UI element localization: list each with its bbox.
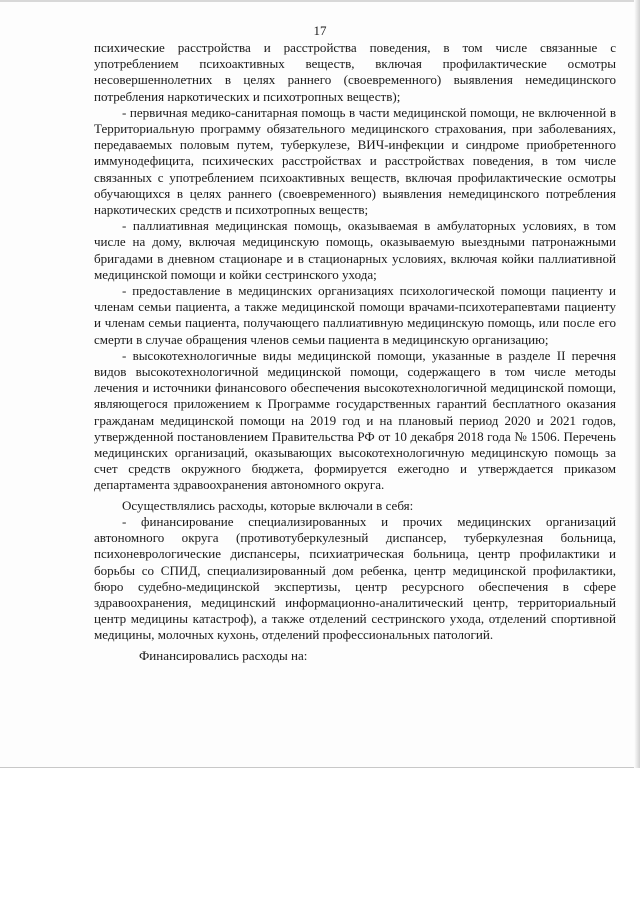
- paragraph-high-tech-care: - высокотехнологичные виды медицинской помощи, указанные в разделе II перечня видов высокотехнологичной медицинской помощи, содержащего в том числе методы лечения и источники финансового обеспечения высокотехнологичной медицинской помощи, являющегося приложением к Программе государственных гарантий бесплатного оказания гражданам медицинской помощи на 2019 год и на плановый период 2020 и 2021 годов, утвержденной постановлением Правительства РФ от 10 декабря 2018 года № 1506. Перечень медицинских организаций, оказывающих высокотехнологичную медицинскую помощь за счет средств окружного бюджета, формируется ежегодно и утверждается приказом департамента здравоохранения автономного округа.: [94, 347, 616, 493]
- paragraph-palliative-care: - паллиативная медицинская помощь, оказываемая в амбулаторных условиях, в том числе на дому, включая медицинскую помощь, оказываемую выездными патронажными бригадами в дневном стационаре и в стационарных условиях, включая койки паллиативной медицинской помощи и койки сестринского ухода;: [94, 218, 616, 282]
- paragraph-financed-expenses: Финансировались расходы на:: [139, 647, 308, 663]
- scan-top-edge: [0, 0, 640, 2]
- paragraph-psychological-help: - предоставление в медицинских организациях психологической помощи пациенту и членам семьи пациента, а также медицинской помощи врачами-психотерапевтами пациенту и членам семьи пациента, получающего паллиативную медицинскую помощь, или после его смерти в случае обращения членов семьи пациента в медицинскую организацию;: [94, 283, 616, 347]
- paragraph-primary-care: - первичная медико-санитарная помощь в части медицинской помощи, не включенной в Территориальную программу обязательного медицинского страхования, при заболеваниях, передаваемых половым путем, туберкулезе, ВИЧ-инфекции и синдроме приобретенного иммунодефицита, психических расстройствах и расстройствах поведения, в том числе связанных с употреблением психоактивных веществ, включая профилактические осмотры обучающихся в целях раннего (своевременного) выявления немедицинского потребления наркотических средств и психотропных веществ;: [94, 104, 616, 218]
- paragraph-expenses-intro: Осуществлялись расходы, которые включали в себя:: [122, 497, 414, 513]
- paragraph-organizations-funding: - финансирование специализированных и прочих медицинских организаций автономного округа (противотуберкулезный диспансер, туберкулезная больница, психоневрологические диспансеры, психиатрическая больница, центр профилактики и борьбы со СПИД, специализированный дом ребенка, центр медицинской профилактики, бюро судебно-медицинской экспертизы, центр ресурсного обеспечения в сфере здравоохранения, медицинский информационно-аналитический центр, территориальный центр медицины катастроф), а также отделений сестринского ухода, отделений спортивной медицины, молочных кухонь, отделений профессиональных патологий.: [94, 513, 616, 643]
- paragraph-continuation: психические расстройства и расстройства поведения, в том числе связанные с употреблением психоактивных веществ, включая профилактические осмотры несовершеннолетних в целях раннего (своевременного) выявления немедицинского потребления наркотических и психотропных веществ);: [94, 40, 616, 104]
- blank-margin: [0, 768, 640, 905]
- document-body: [94, 40, 616, 664]
- page-number: 17: [313, 23, 327, 38]
- scan-right-edge: [634, 0, 640, 768]
